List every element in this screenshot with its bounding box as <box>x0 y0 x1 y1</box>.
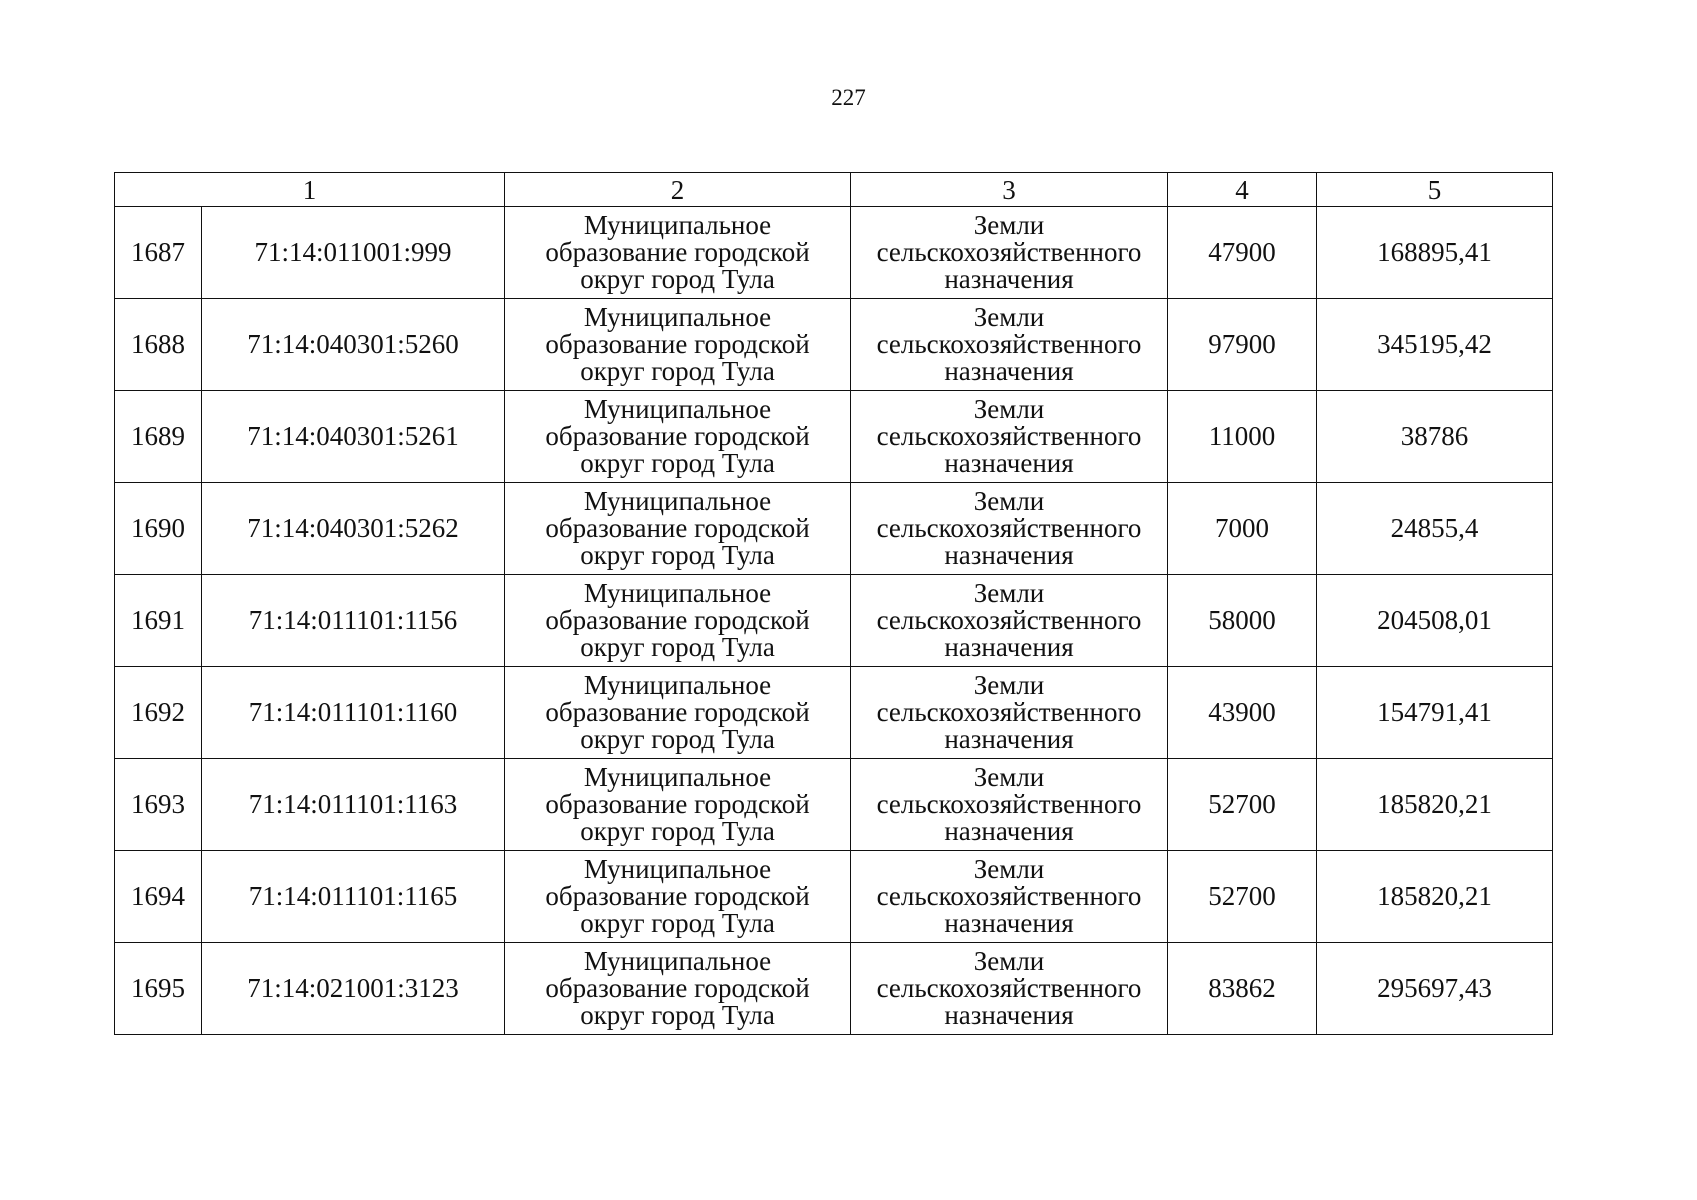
owner-cell-line: Муниципальное <box>583 670 772 700</box>
owner-cell-line: округ город Тула <box>580 816 775 846</box>
owner-cell <box>505 575 851 667</box>
land-category-cell-line: Земли <box>973 210 1045 240</box>
owner-cell-line: образование городской <box>545 697 810 727</box>
cadastral-number-cell: 71:14:040301:5261 <box>202 391 505 483</box>
owner-cell-line: образование городской <box>545 605 810 635</box>
owner-cell-line: образование городской <box>545 973 810 1003</box>
owner-cell <box>505 207 851 299</box>
table-header <box>115 173 1553 207</box>
land-category-cell-line: сельскохозяйственного <box>876 789 1142 819</box>
owner-cell-line: округ город Тула <box>580 264 775 294</box>
cadastral-value-cell: 185820,21 <box>1317 851 1553 943</box>
owner-cell-line: Муниципальное <box>583 394 772 424</box>
header-col-5: 5 <box>1317 173 1553 207</box>
owner-cell-line: округ город Тула <box>580 724 775 754</box>
table-row <box>115 207 1553 299</box>
land-category-cell-line: сельскохозяйственного <box>876 421 1142 451</box>
row-number-cell: 1691 <box>115 575 202 667</box>
header-col-1: 1 <box>115 173 505 207</box>
land-category-cell-line: сельскохозяйственного <box>876 881 1142 911</box>
area-cell: 83862 <box>1168 943 1317 1035</box>
owner-cell-line: Муниципальное <box>583 486 772 516</box>
row-number-cell: 1690 <box>115 483 202 575</box>
land-category-cell <box>851 667 1168 759</box>
land-category-cell-line: назначения <box>944 356 1074 386</box>
land-category-cell-line: Земли <box>973 486 1045 516</box>
table-row <box>115 759 1553 851</box>
page-number: 227 <box>831 85 866 110</box>
land-category-cell-line: Земли <box>973 762 1045 792</box>
cadastral-value-cell: 168895,41 <box>1317 207 1553 299</box>
row-number-cell: 1694 <box>115 851 202 943</box>
cadastral-value-cell: 204508,01 <box>1317 575 1553 667</box>
land-category-cell-line: назначения <box>944 724 1074 754</box>
cadastral-value-cell: 345195,42 <box>1317 299 1553 391</box>
land-category-cell-line: сельскохозяйственного <box>876 605 1142 635</box>
area-cell: 58000 <box>1168 575 1317 667</box>
table-row <box>115 667 1553 759</box>
land-category-cell <box>851 575 1168 667</box>
cadastral-value-cell: 185820,21 <box>1317 759 1553 851</box>
owner-cell-line: образование городской <box>545 789 810 819</box>
land-category-cell <box>851 759 1168 851</box>
area-cell: 11000 <box>1168 391 1317 483</box>
owner-cell-line: Муниципальное <box>583 762 772 792</box>
table-body <box>115 207 1553 1035</box>
table-row <box>115 391 1553 483</box>
area-cell: 97900 <box>1168 299 1317 391</box>
land-category-cell <box>851 207 1168 299</box>
owner-cell-line: образование городской <box>545 237 810 267</box>
table-row <box>115 943 1553 1035</box>
header-col-4: 4 <box>1168 173 1317 207</box>
owner-cell <box>505 943 851 1035</box>
land-category-cell-line: назначения <box>944 540 1074 570</box>
land-category-cell <box>851 299 1168 391</box>
cadastral-number-cell: 71:14:011101:1160 <box>202 667 505 759</box>
row-number-cell: 1695 <box>115 943 202 1035</box>
area-cell: 52700 <box>1168 759 1317 851</box>
table-row <box>115 575 1553 667</box>
row-number-cell: 1688 <box>115 299 202 391</box>
owner-cell <box>505 851 851 943</box>
land-category-cell <box>851 483 1168 575</box>
land-category-cell <box>851 851 1168 943</box>
owner-cell <box>505 299 851 391</box>
owner-cell-line: округ город Тула <box>580 632 775 662</box>
owner-cell-line: округ город Тула <box>580 540 775 570</box>
land-category-cell-line: Земли <box>973 302 1045 332</box>
cadastral-number-cell: 71:14:011001:999 <box>202 207 505 299</box>
cadastral-value-cell: 24855,4 <box>1317 483 1553 575</box>
land-category-cell-line: сельскохозяйственного <box>876 329 1142 359</box>
row-number-cell: 1689 <box>115 391 202 483</box>
table-row <box>115 483 1553 575</box>
owner-cell-line: округ город Тула <box>580 448 775 478</box>
owner-cell-line: образование городской <box>545 513 810 543</box>
land-category-cell-line: назначения <box>944 1000 1074 1030</box>
cadastral-number-cell: 71:14:011101:1165 <box>202 851 505 943</box>
cadastral-number-cell: 71:14:011101:1156 <box>202 575 505 667</box>
row-number-cell: 1687 <box>115 207 202 299</box>
owner-cell-line: Муниципальное <box>583 302 772 332</box>
owner-cell-line: Муниципальное <box>583 210 772 240</box>
owner-cell <box>505 667 851 759</box>
row-number-cell: 1693 <box>115 759 202 851</box>
owner-cell-line: округ город Тула <box>580 908 775 938</box>
land-category-cell <box>851 943 1168 1035</box>
land-category-cell-line: сельскохозяйственного <box>876 237 1142 267</box>
land-category-cell-line: Земли <box>973 394 1045 424</box>
cadastral-value-cell: 154791,41 <box>1317 667 1553 759</box>
cadastral-number-cell: 71:14:040301:5260 <box>202 299 505 391</box>
owner-cell-line: образование городской <box>545 329 810 359</box>
owner-cell-line: Муниципальное <box>583 946 772 976</box>
land-category-cell-line: Земли <box>973 854 1045 884</box>
table-row <box>115 299 1553 391</box>
land-category-cell-line: назначения <box>944 816 1074 846</box>
cadastral-value-cell: 38786 <box>1317 391 1553 483</box>
area-cell: 47900 <box>1168 207 1317 299</box>
table-row <box>115 851 1553 943</box>
land-category-cell <box>851 391 1168 483</box>
owner-cell <box>505 391 851 483</box>
land-category-cell-line: сельскохозяйственного <box>876 973 1142 1003</box>
header-row <box>115 173 1553 207</box>
owner-cell-line: Муниципальное <box>583 578 772 608</box>
cadastral-number-cell: 71:14:011101:1163 <box>202 759 505 851</box>
land-category-cell-line: сельскохозяйственного <box>876 697 1142 727</box>
cadastral-number-cell: 71:14:040301:5262 <box>202 483 505 575</box>
owner-cell <box>505 759 851 851</box>
owner-cell-line: образование городской <box>545 881 810 911</box>
header-col-3: 3 <box>851 173 1168 207</box>
owner-cell-line: округ город Тула <box>580 356 775 386</box>
owner-cell-line: Муниципальное <box>583 854 772 884</box>
land-category-cell-line: Земли <box>973 578 1045 608</box>
land-category-cell-line: сельскохозяйственного <box>876 513 1142 543</box>
area-cell: 7000 <box>1168 483 1317 575</box>
land-category-cell-line: назначения <box>944 632 1074 662</box>
owner-cell-line: образование городской <box>545 421 810 451</box>
area-cell: 43900 <box>1168 667 1317 759</box>
owner-cell-line: округ город Тула <box>580 1000 775 1030</box>
header-col-2: 2 <box>505 173 851 207</box>
land-category-cell-line: назначения <box>944 448 1074 478</box>
land-category-cell-line: назначения <box>944 264 1074 294</box>
land-category-cell-line: назначения <box>944 908 1074 938</box>
row-number-cell: 1692 <box>115 667 202 759</box>
land-category-cell-line: Земли <box>973 670 1045 700</box>
land-category-cell-line: Земли <box>973 946 1045 976</box>
cadastral-value-cell: 295697,43 <box>1317 943 1553 1035</box>
owner-cell <box>505 483 851 575</box>
cadastral-number-cell: 71:14:021001:3123 <box>202 943 505 1035</box>
land-registry-table <box>114 172 1553 1035</box>
area-cell: 52700 <box>1168 851 1317 943</box>
